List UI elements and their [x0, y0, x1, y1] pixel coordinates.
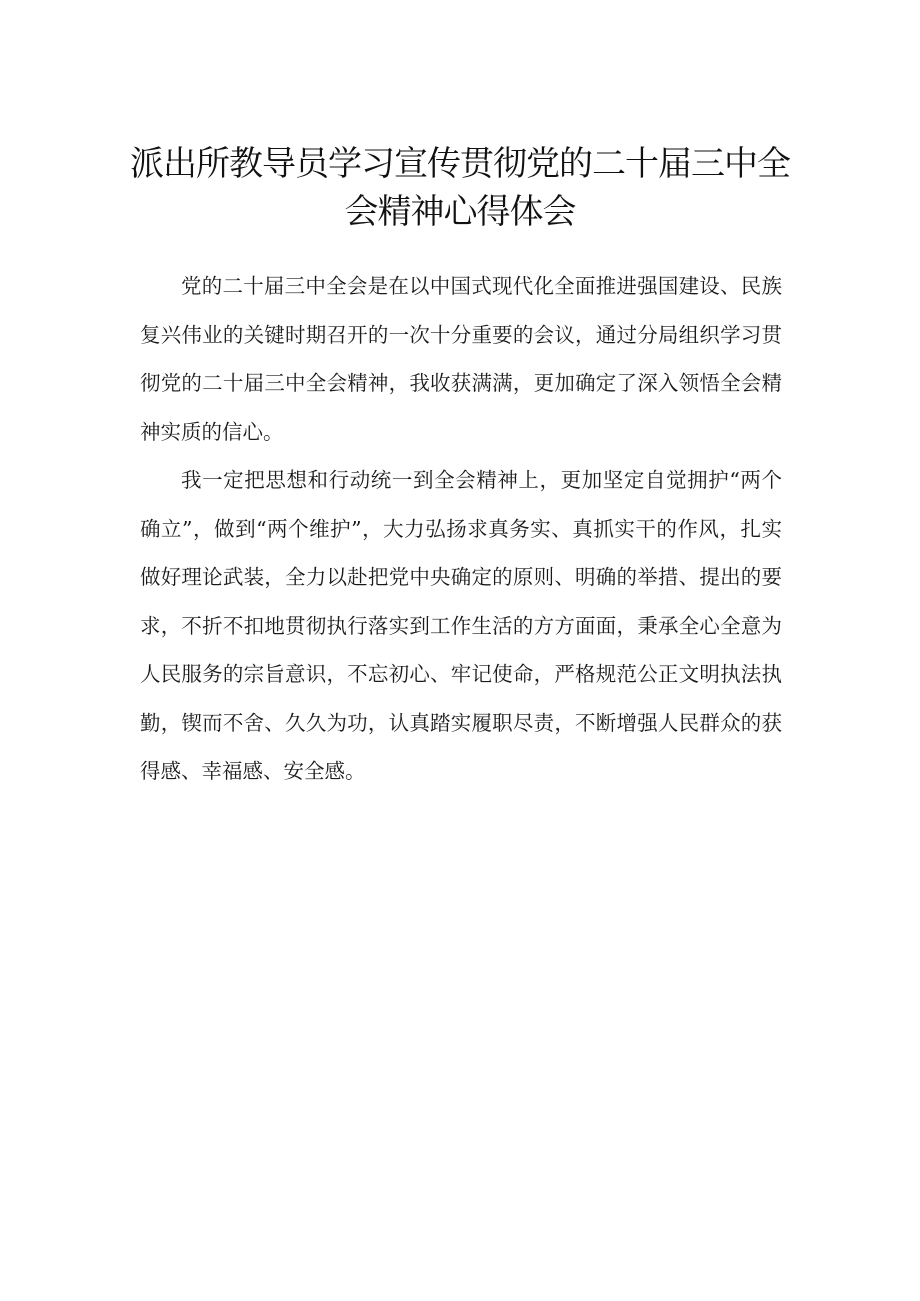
document-title: 派出所教导员学习宣传贯彻党的二十届三中全会精神心得体会 [130, 144, 790, 232]
paragraph-2: 我一定把思想和行动统一到全会精神上，更加坚定自觉拥护“两个确立”，做到“两个维护”，大力弘扬求真务实、真抓实干的作风，扎实做好理论武装，全力以赴把党中央确定的原则、明确的举措、提出的要求，不折不扣地贯彻执行落实到工作生活的方方面面，秉承全心全意为人民服务的宗旨意识，不忘初心、牢记使命，严格规范公正文明执法执勤，锲而不舍、久久为功，认真踏实履职尽责，不断增强人民群众的获得感、幸福感、安全感。 [140, 468, 782, 783]
document-body [140, 262, 782, 796]
paragraph-1: 党的二十届三中全会是在以中国式现代化全面推进强国建设、民族复兴伟业的关键时期召开的一次十分重要的会议，通过分局组织学习贯彻党的二十届三中全会精神，我收获满满，更加确定了深入领悟全会精神实质的信心。 [140, 274, 782, 444]
